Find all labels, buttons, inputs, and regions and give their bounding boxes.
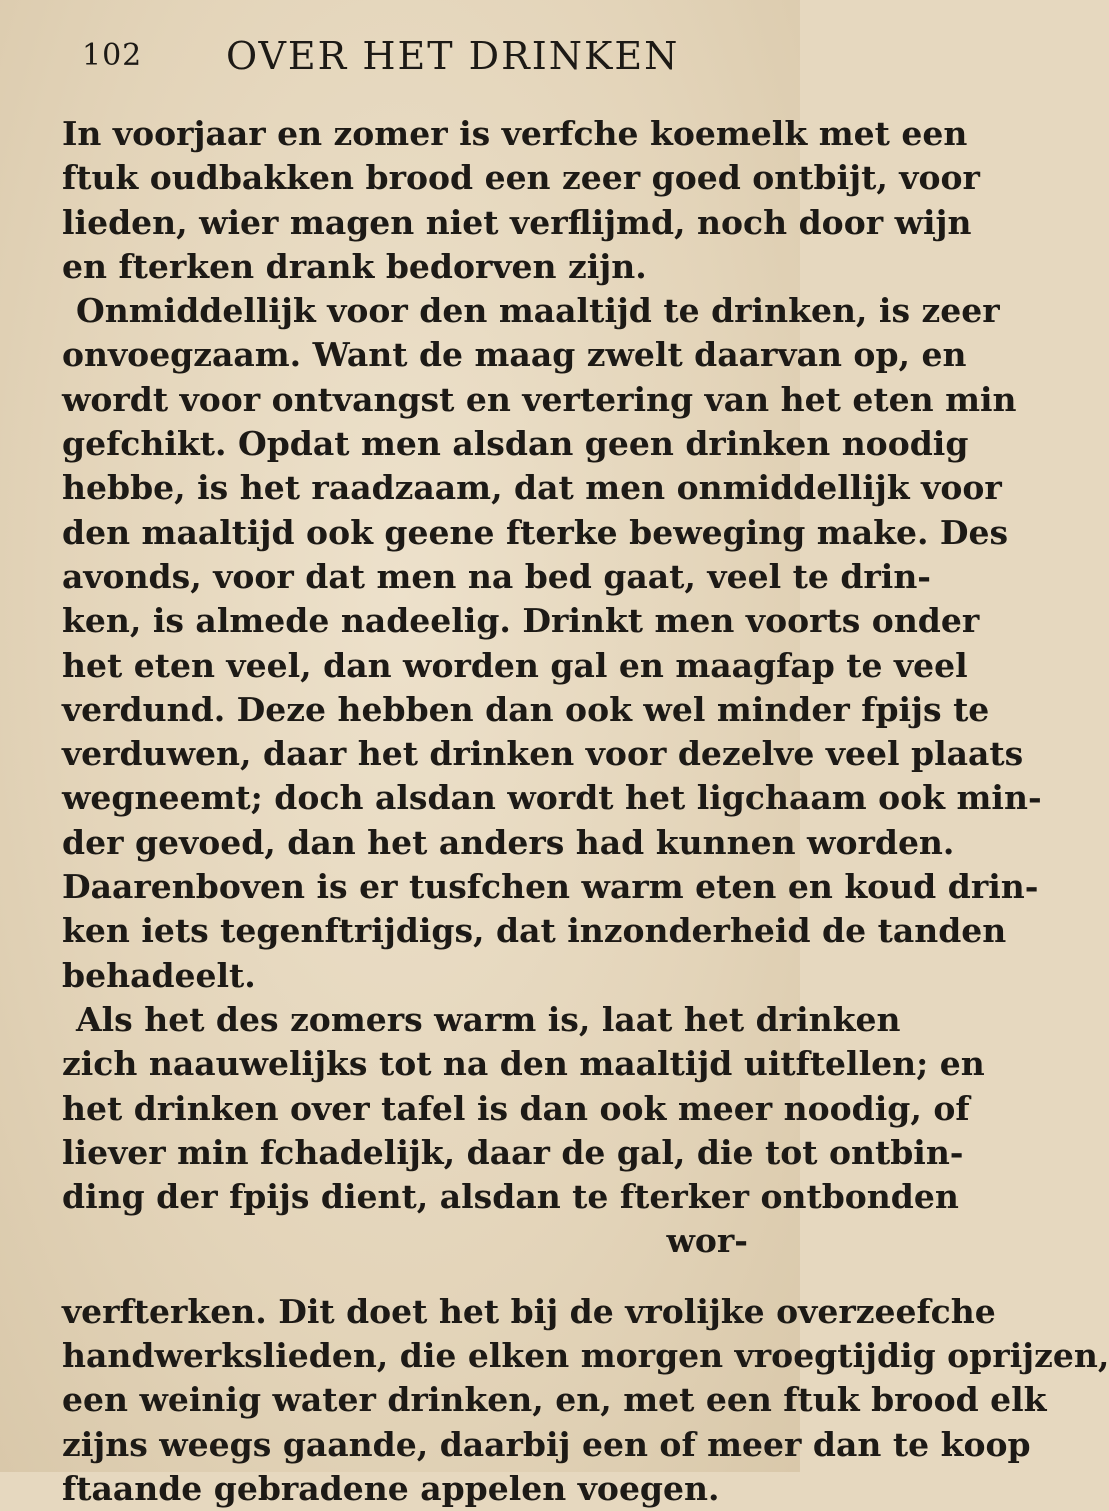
text-line: verdund. Deze hebben dan ook wel minder fpijs te bbox=[62, 689, 990, 729]
running-title: OVER HET DRINKEN bbox=[226, 34, 680, 78]
text-line: liever min fchadelijk, daar de gal, die tot ontbin- bbox=[62, 1132, 964, 1172]
text-line: ftuk oudbakken brood een zeer goed ontbijt, voor bbox=[62, 158, 980, 198]
text-line: ftaande gebradene appelen voegen. bbox=[62, 1468, 720, 1508]
text-line: Onmiddellijk voor den maaltijd te drinken, is zeer bbox=[76, 291, 1000, 331]
page-number: 102 bbox=[82, 38, 143, 73]
text-line: verduwen, daar het drinken voor dezelve veel plaats bbox=[62, 734, 1024, 774]
text-line: het eten veel, dan worden gal en maagfap te veel bbox=[62, 645, 968, 685]
text-line: der gevoed, dan het anders had kunnen worden. bbox=[62, 822, 955, 862]
text-line: zich naauwelijks tot na den maaltijd uitftellen; en bbox=[62, 1044, 985, 1084]
text-line: wor- bbox=[666, 1221, 748, 1261]
text-line: In voorjaar en zomer is verfche koemelk met een bbox=[62, 114, 968, 153]
text-line: handwerkslieden, die elken morgen vroegtijdig oprijzen, bbox=[62, 1336, 1109, 1376]
text-line: avonds, voor dat men na bed gaat, veel te drin- bbox=[62, 556, 932, 596]
text-line: zijns weegs gaande, daarbij een of meer dan te koop bbox=[62, 1424, 1031, 1464]
text-line: ken, is almede nadeelig. Drinkt men voorts onder bbox=[62, 601, 980, 641]
text-line: hebbe, is het raadzaam, dat men onmiddellijk voor bbox=[62, 468, 1002, 508]
text-line: gefchikt. Opdat men alsdan geen drinken noodig bbox=[62, 424, 969, 464]
page-break-gap bbox=[62, 1264, 748, 1290]
text-line: wordt voor ontvangst en vertering van het eten min bbox=[62, 379, 1017, 419]
text-line: verfterken. Dit doet het bij de vrolijke overzeefche bbox=[62, 1291, 996, 1331]
text-line: lieden, wier magen niet verflijmd, noch door wijn bbox=[62, 202, 972, 242]
text-line: Als het des zomers warm is, laat het drinken bbox=[76, 999, 901, 1039]
text-line: ding der fpijs dient, alsdan te fterker ontbonden bbox=[62, 1177, 959, 1217]
text-line: het drinken over tafel is dan ook meer noodig, of bbox=[62, 1088, 970, 1128]
page-header bbox=[78, 30, 740, 80]
text-line: den maaltijd ook geene fterke beweging make. Des bbox=[62, 512, 1009, 552]
text-line: wegneemt; doch alsdan wordt het ligchaam ook min- bbox=[62, 778, 1042, 818]
text-line: ken iets tegenftrijdigs, dat inzonderheid de tanden bbox=[62, 911, 1007, 951]
body-text bbox=[62, 112, 1109, 1511]
text-line: behadeelt. bbox=[62, 955, 256, 995]
text-line: Daarenboven is er tusfchen warm eten en koud drin- bbox=[62, 867, 1039, 907]
text-line: onvoegzaam. Want de maag zwelt daarvan op, en bbox=[62, 335, 967, 375]
text-line: een weinig water drinken, en, met een ftuk brood elk bbox=[62, 1380, 1047, 1420]
text-line: en fterken drank bedorven zijn. bbox=[62, 246, 647, 286]
